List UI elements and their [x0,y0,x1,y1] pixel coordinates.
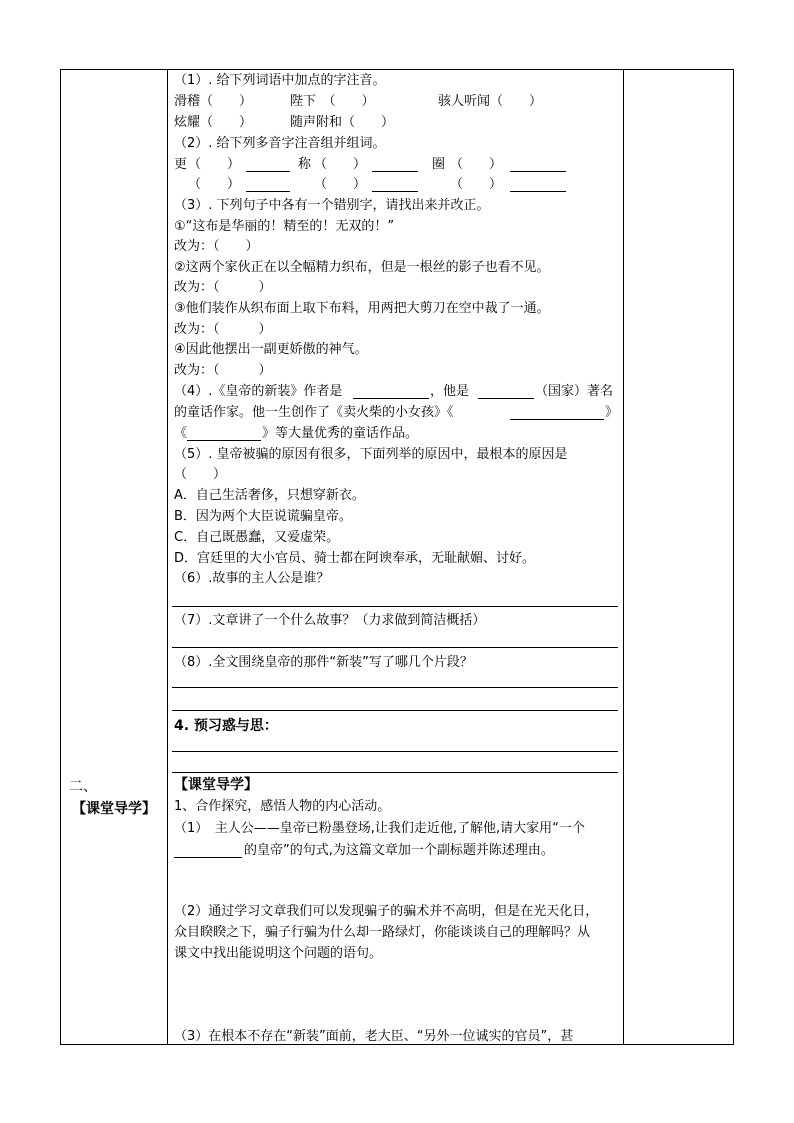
worksheet-table [60,69,734,1045]
q4-text: 的童话作家。他一生创作了《卖火柴的小女孩》《 [174,405,454,420]
q3-title: （3）. 下列句子中各有一个错别字，请找出来并改正。 [174,198,490,213]
q8-question: （8）.全文围绕皇帝的那件“新装”写了哪几个片段？ [174,655,473,670]
subtitle-blank[interactable] [174,857,242,858]
q1-item: 滑稽（ ） [174,94,253,109]
q3-sentence: ②这两个家伙正在以全幅精力织布，但是一根丝的影子也看不见。 [174,260,550,275]
polyphone-char: 圈 [432,157,446,172]
guide-paragraph: （1） 主人公——皇帝已粉墨登场,让我们走近他,了解他,请大家用“一个 [174,821,585,836]
q4-text: ，他是 [430,384,470,399]
section-label [63,776,165,820]
guide-paragraph: （3）在根本不存在“新装”面前，老大臣、“另外一位诚实的官员”，甚 [174,1029,574,1044]
pinyin-paren: （ ） [314,177,367,192]
author-blank[interactable] [353,398,429,399]
q2-title: （2）. 给下列多音字注音组并组词。 [174,136,386,151]
q3-correction: 改为：（ ） [174,363,272,378]
guide-item: 1、合作探究，感悟人物的内心活动。 [174,799,391,814]
pinyin-paren: （ ） [450,177,503,192]
preview-heading: 4. 预习惑与思： [174,718,278,734]
q3-sentence: ④因此他摆出一副更娇傲的神气。 [174,342,368,357]
section-title: 【课堂导学】 [72,801,156,817]
q5-option: A．自己生活奢侈，只想穿新衣。 [174,488,365,503]
guide-paragraph: 课文中找出能说明这个问题的语句。 [174,946,383,961]
answer-line[interactable] [172,647,618,648]
answer-line[interactable] [172,751,618,752]
q5-title: （5）. 皇帝被骗的原因有很多，下面列举的原因中，最根本的原因是 [174,447,568,462]
q5-option: C．自己既愚蠢，又爱虚荣。 [174,530,340,545]
answer-blank[interactable] [372,171,418,172]
q4-text: （国家）著名 [535,384,614,399]
q4-text: 》 [605,405,619,420]
q3-correction: 改为：（ ） [174,280,272,295]
guide-paragraph: （2）通过学习文章我们可以发现骗子的骗术并不高明，但是在光天化日， [174,904,599,919]
q4-text: （4）.《皇帝的新装》作者是 [174,384,343,399]
answer-blank[interactable] [246,171,290,172]
q5-answer-paren: （ ） [174,467,227,482]
guide-paragraph: 的皇帝”的句式,为这篇文章加一个副标题并陈述理由。 [244,843,554,858]
q5-option: B．因为两个大臣说谎骗皇帝。 [174,509,352,524]
work-blank[interactable] [510,419,604,420]
q5-option: D．宫廷里的大小官员、骑士都在阿谀奉承，无耻献媚、讨好。 [174,551,536,566]
answer-blank[interactable] [510,171,566,172]
q3-correction: 改为：（ ） [174,239,259,254]
pinyin-paren: （ ） [450,157,503,172]
guide-paragraph: 众目睽睽之下，骗子行骗为什么却一路绿灯，你能谈谈自己的理解吗？从 [174,925,591,940]
answer-blank[interactable] [372,191,418,192]
q1-item: 随声附和（ ） [290,115,395,130]
content-column [168,70,623,1044]
section-column [61,70,167,1044]
q6-question: （6）.故事的主人公是谁？ [174,571,330,586]
work-blank[interactable] [187,440,261,441]
q3-sentence: ①“这布是华丽的！精至的！无双的！” [174,219,395,234]
pinyin-paren: （ ） [188,157,241,172]
q1-item: 陛下 （ ） [290,94,375,109]
guide-heading: 【课堂导学】 [174,777,258,793]
answer-blank[interactable] [246,191,290,192]
polyphone-char: 更 [174,157,188,172]
pinyin-paren: （ ） [188,177,241,192]
answer-line[interactable] [172,710,618,711]
answer-line[interactable] [172,606,618,607]
section-number: 二、 [69,779,97,795]
pinyin-paren: （ ） [314,157,367,172]
q1-item: 炫耀（ ） [174,115,253,130]
answer-line[interactable] [172,687,618,688]
q3-correction: 改为：（ ） [174,322,272,337]
q3-sentence: ③他们装作从织布面上取下布料，用两把大剪刀在空中裁了一通。 [174,301,550,316]
q4-text: 《 [174,426,188,441]
country-blank[interactable] [478,398,534,399]
q7-question: （7）.文章讲了一个什么故事？（力求做到简洁概括） [174,613,486,628]
q1-item: 骇人听闻（ ） [438,94,543,109]
q4-text: 》等大量优秀的童话作品。 [262,426,419,441]
answer-line[interactable] [172,772,618,773]
answer-blank[interactable] [510,191,566,192]
polyphone-char: 称 [298,157,312,172]
notes-column [624,70,733,1044]
q1-title: （1）. 给下列词语中加点的字注音。 [174,73,386,88]
